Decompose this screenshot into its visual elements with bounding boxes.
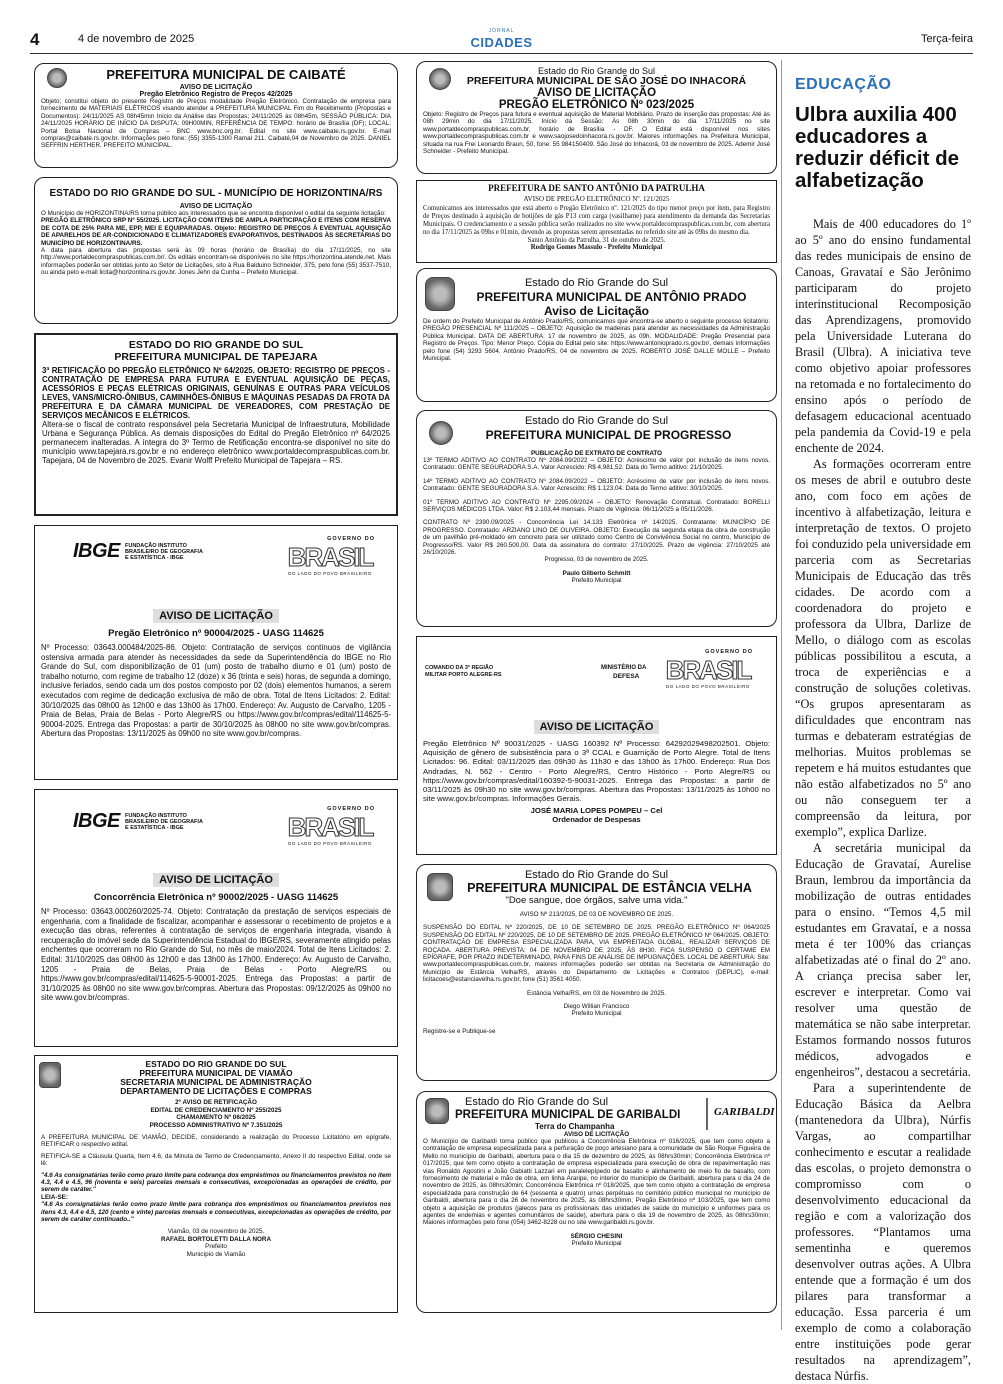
gov-main: BRASIL <box>287 812 373 842</box>
municipal-seal-icon <box>425 277 455 311</box>
notice-title: PREFEITURA MUNICIPAL DE PROGRESSO <box>485 428 732 442</box>
viamao-sub-1: 2º AVISO DE RETIFICAÇÃO <box>175 1099 257 1106</box>
notice-body: SUSPENSÃO DO EDITAL Nº 220/2025, DE 10 DE SETEMBRO DE 2025. PREGÃO ELETRÔNICO Nº 064/2025 SUSPENSÃO DO EDITAL Nº 220/2025, DE 10 DE SETEMBRO DE 2025. PREGÃO ELETRÔNICO Nº 064/2025. OBJETO: CONTRATAÇÃO DE EMPRESA ESPECIALIZADA PARA, VIA EMPREITADA GLOBAL, REALIZAR SERVIÇOS DE ROÇADA. ABERTURA PREVISTA: 04 DE NOVEMBRO DE 2025, ÀS 8H30. FICA SUSPENSO O CERTAME EM EPÍGRAFE, POR PRAZO INDETERMINADO, PARA FINS DE ANÁLISE DE IMPUGNAÇÕES. LOCAL DE ABERTURA: Site: www.portaldecompraspublicas.com.br, maiores informações poderão ser obtidas na Secretaria de Administração do Município de Estância Velha/RS, através do Departamento de Licitações e Contratos (DEPLIC), e-mail: licitacoes@estanciavelha.rs.gov.br, fone (51) 3561 4050. <box>423 924 770 984</box>
notice-aviso: AVISO DE LICITAÇÃO <box>536 87 657 99</box>
issue-date: 4 de novembro de 2025 <box>78 33 195 45</box>
governo-brasil-logo <box>285 536 375 576</box>
viamao-sign-date: Viamão, 03 de novembro de 2025. <box>167 1228 265 1236</box>
municipal-seal-icon <box>39 1062 61 1088</box>
viamao-title-2: PREFEITURA MUNICIPAL DE VIAMÃO <box>139 1068 293 1078</box>
notice-title: PREFEITURA MUNICIPAL DE GARIBALDI <box>455 1109 681 1121</box>
notice-sign-date: Santo Antônio da Patrulha, 31 de outubro de 2025. <box>527 237 666 244</box>
notice-tagline: Terra do Champanha <box>535 1122 615 1131</box>
municipal-seal-icon <box>425 1098 449 1124</box>
notice-progresso <box>416 410 777 627</box>
viamao-sign-role: Prefeito <box>205 1243 227 1251</box>
viamao-title-1: ESTADO DO RIO GRANDE DO SUL <box>145 1059 287 1069</box>
notice-state: Estado do Rio Grande do Sul <box>524 277 669 289</box>
notice-sign-name: Rodrigo Gomes Massulo - Prefeito Municipal <box>530 244 663 251</box>
notice-body: Altera-se o fiscal de contrato responsável pela Secretaria Municipal de Infraestrutura, Mobilidade Urbana e Segurança Pública. As demais disposições do Edital do Pregão Eletrônico nº 64/2025 permanecem inalteradas. A íntegra do 3º Termo de Retificação encontra-se disponível no site do município www.tapejara.rs.gov.br e no endereço eletrônico www.portaldecompraspublicas.com.br. Tapejara, 04 de Novembro de 2025. Evanir Wolff Prefeito Municipal de Tapejara – RS. <box>42 420 390 465</box>
notice-defesa <box>416 636 777 855</box>
defesa-ministry-2: DEFESA <box>613 673 640 680</box>
article-body <box>795 216 971 1384</box>
notice-sign-role: Prefeito Municipal <box>571 1010 622 1018</box>
notice-ibge-1 <box>34 525 398 780</box>
article-title: Ulbra auxilia 400 educadores a reduzir déficit de alfabetização <box>795 103 960 192</box>
viamao-sub-4: PROCESSO ADMINISTRATIVO Nº 7.351/2025 <box>149 1121 283 1129</box>
notice-body: Nº Processo: 03643.000484/2025-86. Objeto: Contratação de serviços contínuos de vigilância ostensiva armada para atender às necessidades da sede da Superintendência do IBGE no Rio Grande do Sul, com disponibilização de 01 (um) posto de trabalho diurno e 01 (um) posto de trabalho noturno, com regime de trabalho 12 (doze) x 36 (trinta e seis) horas, de segunda a domingo, inclusive feriados, sendo cada um dos postos composto por 02 (dois) elementos humanos, a serem executados com regime de dedicação exclusiva de mão de obra. Total de Itens Licitados: 2. Edital: 30/10/2025 das 08h00 às 12h00 e das 13h00 às 17h00. Endereço: Av. Augusto de Carvalho, 1205 - Praia de Belas, Praia de Belas - Porto Alegre/RS ou https://www.gov.br/compras/edital/114625-5-90004-2025. Entrega das Propostas: a partir de 30/10/2025 às 08h00 no site www.gov.br/compras. Abertura das Propostas: 13/11/2025 às 09h00 no site www.gov.br/compras. <box>41 643 391 739</box>
notice-title: ESTADO DO RIO GRANDE DO SUL <box>128 339 304 351</box>
defesa-sign-role: Ordenador de Despesas <box>552 815 641 825</box>
ibge-logo: IBGE <box>73 540 120 562</box>
notice-subtitle: AVISO DE LICITAÇÃO <box>179 84 253 91</box>
governo-brasil-logo <box>663 649 753 689</box>
notice-subtitle: PUBLICAÇÃO DE EXTRATO DE CONTRATO <box>530 450 663 457</box>
notice-body: A data para abertura das propostas será às 09 horas (horário de Brasília) do dia 17/11/2025, no site http://www.portaldecompraspublicas.com.br/. Os editais encontram-se disponíveis no site https://horizontina.atende.net. Mais informações poderão ser obtidas junto ao Setor de Licitações, sito à Rua Balduino Schneider, 375, pelo fone (55) 3537-7510, ou ainda pelo e-mail licita@horizontina.rs.gov.br. Jones Jehn da Cunha – Prefeito Municipal. <box>41 247 391 277</box>
progresso-date: Progresso, 03 de novembro de 2025. <box>544 556 649 564</box>
notice-title: ESTADO DO RIO GRANDE DO SUL - MUNICÍPIO DE HORIZONTINA/RS <box>49 188 383 199</box>
governo-brasil-logo <box>285 806 375 846</box>
notice-register: Registre-se e Publique-se <box>423 1027 496 1035</box>
ibge-logo: IBGE <box>73 810 120 832</box>
notice-patrulha <box>416 180 777 263</box>
notice-title: PREFEITURA MUNICIPAL DE SÃO JOSÉ DO INHACORÁ <box>466 75 747 87</box>
notice-body: Objeto; constitui objeto do presente Registro de Preços modalidade Pregão Eletrônico. Contratação de empresa para fornecimento de MATERIAIS ELÉTRICOS visando atender a PREFEITURA MUNICIPAL Fim do Recebimento (Propostas e Documentos): 24/11/2025 AS 08h45min Início da Análise das Propostas; 24/11/2025 às 08h45m, SESSÃO PÚBLICA: DIA 24/11/2025 HORÁRIO DE INÍCIO DA DISPUTA: 09H00MIN, REFERÊNCIA DE TEMPO: horário de Brasília (DF); LOCAL: Portal Bolsa Nacional de Compras – BNC www.bnc.org.br. Edital no site www.caibate.rs.gov.br. E-mail compras@caibate.rs.gov.br. Informações pelo fone: (55) 3355-1300 Ramal 211. Caibaté,04 de Novembro de 2025. DANIEL SEFFRIN HERTHER. PREFEITO MUNICIPAL. <box>41 98 391 150</box>
gov-top: GOVERNO DO <box>327 806 375 812</box>
notice-body: Pregão Eletrônico Nº 90031/2025 - UASG 160392 Nº Processo: 64292029498202501. Objeto: Aquisição de gênero de subsistência para o 3ª CCAL e Guarnição de Porto Alegre. Total de Itens Licitados: 96. Edital: 03/11/2025 das 09h30 às 11h30 e das 13h00 às 17h00. Endereço: Rua Dos Andradas, N. 562 - Centro - Porto Alegre/RS, Centro Histórico - Porto Alegre/RS ou https://www.gov.br/compras/edital/160392-5-90031-2025. Entrega das Propostas: a partir de 03/11/2025 às 09h30 no site www.gov.br/compras. Abertura das Propostas: 13/11/2025 às 10h00 no site www.gov.br/compras. Informações Gerais. <box>423 739 770 804</box>
garibaldi-logo-text: GARIBALDI <box>714 1106 775 1118</box>
column-divider <box>781 60 782 1330</box>
viamao-sub-2: EDITAL DE CREDENCIAMENTO Nº 255/2025 <box>150 1106 282 1114</box>
gov-main: BRASIL <box>287 542 373 572</box>
ibge-foundation-name: FUNDAÇÃO INSTITUTO BRASILEIRO DE GEOGRAFIA E ESTATÍSTICA - IBGE <box>125 543 203 561</box>
viamao-p1: A PREFEITURA MUNICIPAL DE VIAMÃO, DECIDE, considerando a realização do Processo Licitatório em epígrafe, RETIFICAR o respectivo edital. <box>41 1134 391 1149</box>
notice-caibate <box>34 63 398 168</box>
viamao-p2: RETIFICA-SE a Cláusula Quarta, Item 4.6, da Minuta de Termo de Credenciamento, Anexo II do respectivo Edital, onde se lê: <box>41 1152 391 1168</box>
notice-title-2: PREFEITURA MUNICIPAL DE TAPEJARA <box>114 351 318 363</box>
article-paragraph-2: As formações ocorreram entre os meses de abril e outubro deste ano, com foco em ações de incentivo à alfabetização, leitura e interpretação de textos. O projeto foi conduzido pela universidade em parceria com as Secretarias Municipais de Educação das três cidades. De acordo com a coordenadora do projeto e professora da Ulbra, Darlize de Mello, o diálogo com as escolas públicas possibilitou a escuta, a troca de experiências e a construção de soluções coletivas. “Os grupos apresentaram as dificuldades que encontram nas turmas e debateram estratégias de melhorias. Muitos problemas se repetem e há muitos estudantes que não estão alfabetizados no 5º ano ou não conseguem ter a compreensão da leitura, por exemplo”, explica Darlize. <box>795 457 971 839</box>
notice-subtitle: Pregão Eletrônico nº 90004/2025 - UASG 114625 <box>108 628 324 639</box>
notice-sign-role: Prefeito Municipal <box>571 1240 622 1248</box>
municipal-seal-icon <box>429 421 453 445</box>
weekday: Terça-feira <box>921 33 973 45</box>
article-kicker: EDUCAÇÃO <box>795 76 892 93</box>
notice-state: Estado do Rio Grande do Sul <box>465 1096 609 1108</box>
notice-title: PREFEITURA MUNICIPAL DE ESTÂNCIA VELHA <box>467 881 752 895</box>
notice-title: PREFEITURA MUNICIPAL DE ANTÔNIO PRADO <box>476 290 747 304</box>
gov-top: GOVERNO DO <box>327 536 375 542</box>
progresso-p2: 14º TERMO ADITIVO AO CONTRATO Nº 2084.09/2022 – OBJETO: Acréscimo de valor por inclusão de itens novos. Contratado: GENTE SEGURADORA S.A. Valor Acrescido: R$ 1.123,04. Data do Termo aditivo: 30/10/2025. <box>423 477 770 493</box>
gov-bottom: DO LADO DO POVO BRASILEIRO <box>666 684 750 689</box>
defesa-ministry-1: MINISTÉRIO DA <box>601 665 647 671</box>
viamao-leia: LEIA-SE: <box>41 1193 68 1201</box>
progresso-sign-name: Paulo Gilberto Schmitt <box>562 569 631 577</box>
notice-viamao <box>34 1055 398 1313</box>
notice-body: De ordem do Prefeito Municipal de Antônio Prado/RS, comunicamos que encontra-se aberto o seguinte processo licitatório: PREGÃO PRESENCIAL Nº 111/2025 – OBJETO: Aquisição de madeiras para atender as necessidades da Administração Pública Municipal. DATA DE ABERTURA: 17 de novembro de 2025, às 09h. MODALIDADE: Pregão Presencial para Registro de Preços. Tipo: Menor Preço. Cópia do Edital pelo site: https://www.antonioprado.rs.gov.br/, demais informações pelo fone (54) 3293 5604. Antônio Prado/RS, 04 de novembro de 2025. ROBERTO JOSÉ DALLE MOLLE – Prefeito Municipal. <box>423 318 770 363</box>
article-paragraph-4: Para a superintendente de Educação Básica da Aelbra (mantenedora da Ulbra), Núrfis Vargas, ao compartilhar conhecimento e escutar a realidade das escolas, o projeto demonstra o compromisso com o desenvolvimento educacional da região e com a valorização dos professores. “Plantamos uma sementinha e queremos desenvolver outras ações. A Ulbra entende que a formação é um dos pilares para transformar a educação. Essa parceria é um exemplo de como a colaboração entre instituições pode gerar resultados na aprendizagem”, destaca Núrfis. <box>795 1081 971 1383</box>
gov-top: GOVERNO DO <box>705 649 753 655</box>
notice-inhacora <box>416 61 777 174</box>
notice-state: Estado do Rio Grande do Sul <box>524 415 669 427</box>
notice-estancia-velha <box>416 864 777 1081</box>
notice-title: PREFEITURA DE SANTO ANTÔNIO DA PATRULHA <box>488 183 705 193</box>
viamao-sign-name: RAFAEL BORTOLETTI DALLA NORA <box>160 1235 272 1243</box>
notice-state: Estado do Rio Grande do Sul <box>537 66 656 76</box>
notice-state: Estado do Rio Grande do Sul <box>524 869 669 881</box>
notice-sign-name: Diego Willian Francisco <box>563 1003 630 1011</box>
viamao-sub-3: CHAMAMENTO Nº 06/2025 <box>176 1114 256 1121</box>
section-name: CIDADES <box>470 35 533 50</box>
notice-subtitle: AVISO DE PREGÃO ELETRÔNICO Nº. 121/2025 <box>523 195 670 203</box>
page-header <box>30 28 973 54</box>
notice-ibge-2 <box>34 789 398 1047</box>
municipal-seal-icon <box>429 68 451 90</box>
notice-body: Objeto: Registro de Preços para futura e eventual aquisição de Material Mobiliário. Prazo de inserção das propostas: Até às 08h 29min do dia 17/11/2025. Início da Sessão: Às 08h 30min do dia 17/11/2025 no site www.portaldecompraspublicas.com.br, horário de Brasília - DF. O Edital está disponível nos sites www.portaldecompraspublicas.com.br e www.saojosedoinhacora.rs.gov.br. Maiores informações na Prefeitura Municipal, situada na rua Frei Leonardo Braun, 50, fone: 55 984150409. São José do Inhacorá, 03 de novembro de 2025. Ademir José Schneider - Prefeito Municipal. <box>423 111 770 156</box>
notice-subtitle: AVISO Nº 213/2025, DE 03 DE NOVEMBRO DE 2025. <box>519 911 674 918</box>
page-number: 4 <box>30 30 40 49</box>
notice-intro: O Município de HORIZONTINA/RS torna público aos interessados que se encontra disponível o edital da seguinte licitação: <box>41 210 386 217</box>
notice-pregao: PREGÃO ELETRÔNICO Nº 023/2025 <box>498 99 695 111</box>
notice-motto: "Doe sangue, doe órgãos, salve uma vida." <box>505 895 688 906</box>
notice-body: Nº Processo: 03643.000260/2025-74. Objeto: Contratação da prestação de serviços especiais de engenharia, com a finalidade de fiscalizar, acompanhar e assessorar o recebimento de projetos e a execução das obras, referentes à contratação de serviços de engenharia integrada, visando à recuperação do imóvel sede da Superintendência Estadual do IBGE/RS, severamente atingido pelas enchentes que ocorreram no Rio Grande do Sul, no mês de maio/2024. Total de Itens Licitados: 2. Edital: 31/10/2025 das 08h00 às 12h00 e das 13h00 às 17h00. Endereço: Av. Augusto de Carvalho, 1205 - Praia de Belas, Praia de Belas - Porto Alegre/RS ou https://www.gov.br/compras/edital/114625-5-90001-2025. Entrega das Propostas: a partir de 31/10/2025 às 08h00 no site www.gov.br/compras. Abertura das Propostas: 09/12/2025 às 09h00 no site www.gov.br/compras. <box>41 907 391 1003</box>
viamao-quote-2: "4.6 As consignatárias terão como prazo limite para cobrança dos empréstimos ou financiamentos previstos nos itens 4.3, 4.4 e 4.5, 120 (cento e vinte) parcelas mensais e consecutivas, excepcionadas as operações de crédito, por serem de caráter continuado.." <box>41 1201 391 1224</box>
defesa-command: COMANDO DA 3ª REGIÃO MILITAR PORTO ALEGRE-RS <box>425 665 502 678</box>
notice-garibaldi <box>416 1091 777 1313</box>
gov-main: BRASIL <box>665 655 751 685</box>
municipal-seal-icon <box>427 873 453 901</box>
aviso-label: AVISO DE LICITAÇÃO <box>153 873 279 887</box>
section-logo <box>470 28 532 52</box>
garibaldi-logo <box>706 1098 775 1130</box>
notice-sign-name: SÉRGIO CHESINI <box>570 1232 623 1240</box>
progresso-sign-role: Prefeito Municipal <box>571 577 622 585</box>
municipal-seal-icon <box>47 68 67 88</box>
article-paragraph-3: A secretária municipal da Educação de Gravataí, Aurelise Braun, lembrou da importância da mobilização de outras entidades para o ensino. “Temos 4,5 mil estudantes em Gravataí, e a nossa meta é ter 100% das crianças alfabetizadas até o final do 2º ano. A criança precisa saber ler, escrever e interpretar. Como vai resolver uma questão de matemática se não sabe interpretar. Estamos formando nossos futuros médicos, advogados e engenheiros”, destacou a secretária. <box>795 841 971 1079</box>
viamao-quote-1: "4.6 As consignatárias terão como prazo limite para cobrança dos empréstimos ou financiamentos previstos no item 4.3, 4.4 e 4.5, 96 (noventa e seis) parcelas mensais e consecutivas, excepcionadas as operações de crédito, por serem de caráter." <box>41 1171 391 1194</box>
notice-bold: 3ª RETIFICAÇÃO DO PREGÃO ELETRÔNICO Nº 64/2025. OBJETO: REGISTRO DE PREÇOS - CONTRATAÇÃO DE EMPRESA PARA FUTURA E EVENTUAL AQUISIÇÃO DE PEÇAS, ACESSÓRIOS E PEÇAS ELÉTRICAS ORIGINAIS, GENUÍNAS E OUTRAS PARA VEÍCULOS LEVES, VANS/MICRO-ÔNIBUS, CAMINHÕES-ÔNIBUS E MÁQUINAS PESADAS DA FROTA DA PREFEITURA E DA CÂMARA MUNICIPAL DE VEREADORES, COM PRESTAÇÃO DE SERVIÇOS MECÂNICOS E ELÉTRICOS. <box>42 366 390 420</box>
notice-subtitle: Concorrência Eletrônica nº 90002/2025 - UASG 114625 <box>93 892 339 903</box>
notice-subtitle: AVISO DE LICITAÇÃO <box>179 203 253 210</box>
progresso-p4: CONTRATO Nº 2390.09/2025 - Concorrência Lei 14.133 Eletrônica nº 14/2025. Contratante: MUNICÍPIO DE PROGRESSO. Contratado: ARZIANO LINO DE OLIVEIRA. OBJETO: Execução da segunda etapa da obra de construção de um pavilhão pré-moldado em concreto para ser utilizado como Centro de Convivência Social no centro, Município de Progresso/RS. Valor R$ 260.500,00. Data da assinatura do contrato: 27/10/2025. Prazo de vigência: 27/10/2025 até 26/10/2026. <box>423 519 770 557</box>
notice-horizontina <box>34 177 398 324</box>
viamao-title-4: DEPARTAMENTO DE LICITAÇÕES E COMPRAS <box>120 1086 312 1096</box>
notice-subtitle: AVISO DE LICITAÇÃO <box>563 1131 630 1138</box>
viamao-sign-org: Município de Viamão <box>186 1250 246 1258</box>
notice-tapejara <box>34 333 398 516</box>
viamao-title-3: SECRETARIA MUNICIPAL DE ADMINISTRAÇÃO <box>120 1077 312 1087</box>
notice-date: Estância Velha/RS, em 03 de Novembro de 2025. <box>527 989 666 997</box>
article-paragraph-1: Mais de 400 educadores do 1º ao 5º ano do ensino fundamental das redes municipais de ensino de Canoas, Gravataí e São Jerônimo participaram do projeto interinstitucional Recomposição das Aprendizagens, promovido pela Universidade Luterana do Brasil (Ulbra). A iniciativa teve como objetivo apoiar professores na retomada e no fortalecimento do ensino após o período de defasagem educacional acentuado pela pandemia da Covid-19 e pela enchente de 2024. <box>795 217 971 455</box>
gov-bottom: DO LADO DO POVO BRASILEIRO <box>288 841 372 846</box>
notice-body: Comunicamos aos interessados que está aberto o Pregão Eletrônico nº. 121/2025 do tipo menor preço por item, para Registro de Preços destinado à aquisição de botijões de gás P13 com carga (vasilhame) para atendimento da demanda das Secretarias Municipais. O credenciamento e a sessão pública serão realizados no site www.portaldecompraspublicas.com.br, com abertura no dia 17/11/2025 às 09hs e 01min, devendo as propostas serem apresentadas no referido site até às 09hs do mesmo dia. <box>423 205 770 236</box>
progresso-p1: 13º TERMO ADITIVO AO CONTRATO Nº 2084.09/2022 – OBJETO: Acréscimo de valor por inclusão de itens novos. Contratado: GENTE SEGURADORA S.A. Valor Acrescido: R$ 4.981,52. Data do Termo aditivo: 21/10/2025. <box>423 457 770 472</box>
progresso-p3: 01º TERMO ADITIVO AO CONTRATO Nº 2295.09/2024 – OBJETO: Renovação Contratual. Contratado: BORELLI SERVIÇOS MÉDICOS LTDA. Valor: R$ 2.103,44 mensais. Prazo de Vigência: 06/11/2025 a 05/11/2026. <box>423 498 770 514</box>
section-small-label: JORNAL <box>488 28 515 34</box>
notice-subtitle: Aviso de Licitação <box>544 304 649 318</box>
defesa-sign-name: JOSÉ MARIA LOPES POMPEU – Cel <box>530 806 663 816</box>
gov-bottom: DO LADO DO POVO BRASILEIRO <box>288 571 372 576</box>
aviso-label: AVISO DE LICITAÇÃO <box>534 720 660 734</box>
notice-bold: PREGÃO ELETRÔNICO SRP Nº 55/2025. LICITAÇÃO COM ITENS DE AMPLA PARTICIPAÇÃO E ITENS COM RESERVA DE COTA DE 25% PARA ME, EPP, MEI E EQUIPARADAS. Objeto: REGISTRO DE PREÇOS À EVENTUAL AQUISIÇÃO DE APARELHOS DE AR-CONDICIONADO E CLIMATIZADORES EVAPORATIVOS, DESTINADOS ÀS SECRETARIAS DO MUNICÍPIO DE HORIZONTINA/RS. <box>41 217 391 247</box>
notice-body: O Município de Garibaldi torna público que publicou a Concorrência Eletrônica nº 016/2025, que tem como objeto a contratação de empresa especializada para a perfuração de poço artesiano para a comunidade de São Roque Figueira de Mello no município de Garibaldi, abertura para o dia 15 de dezembro de 2025, às 08hrs30min; Concorrência Eletrônica nº 017/2025, que tem como objeto a contratação de empresa especializada para execução de obra de repavimentação nas vias Ronaldo Agostini e João Gabiatti Lazzari em paralelepípedo de basalto e alinhamento de meio fio de basalto, com fornecimento de material e mão de obra, em linha Araripe, no interior do município de Garibaldi, abertura para o dia 24 de novembro de 2025, às 08hrs30min; Concorrência Eletrônica nº 018/2025, que tem como objeto a contratação de empresa especializada para construção de 64 (sessenta e quatro) urnas perpétuas no cemitério público municipal no município de Garibaldi, abertura para o dia 26 de novembro de 2025, às 08hrs30min; Pregão Eletrônico nº 103/2025, que tem como objeto a aquisição de produtos (jalecos para os profissionais das unidades de saúde do município e uniformes para os agentes de endemias e agentes comunitários de saúde), abertura para o dia 19 de novembro de 2025, às 08hrs30min; Maiores informações pelo fone (054) 3462-8228 ou no site www.garibaldi.rs.gov.br. <box>423 1138 770 1227</box>
aviso-label: AVISO DE LICITAÇÃO <box>153 609 279 623</box>
notice-antonio-prado <box>416 268 777 402</box>
notice-title: PREFEITURA MUNICIPAL DE CAIBATÉ <box>106 67 346 82</box>
notice-subtitle-2: Pregão Eletrônico Registro de Preços 42/2025 <box>139 91 293 98</box>
ibge-foundation-name: FUNDAÇÃO INSTITUTO BRASILEIRO DE GEOGRAFIA E ESTATÍSTICA - IBGE <box>125 813 203 831</box>
